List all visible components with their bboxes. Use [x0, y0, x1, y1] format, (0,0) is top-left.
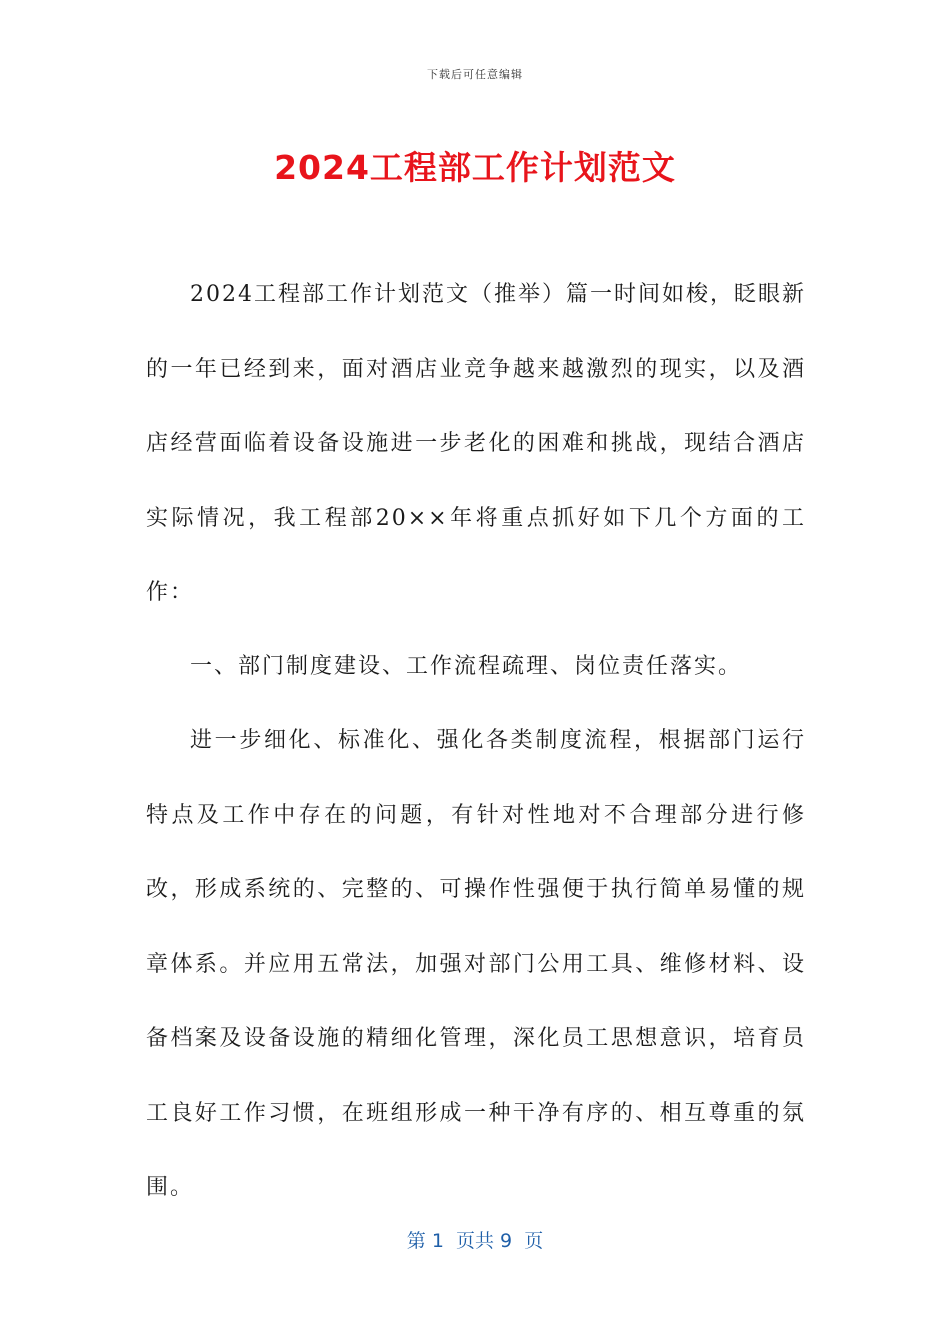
paragraph-intro [146, 258, 806, 631]
paragraph-text: 2024工程部工作计划范文（推举）篇一时间如梭，眨眼新的一年已经到来，面对酒店业竞争越来越激烈的现实，以及酒店经营面临着设备设施进一步老化的困难和挑战，现结合酒店实际情况，我工程部20××年将重点抓好如下几个方面的工作： [146, 282, 806, 605]
header-note: 下载后可任意编辑 [427, 68, 523, 81]
document-title: 2024工程部工作计划范文 [274, 148, 676, 187]
section-heading-text: 一、部门制度建设、工作流程疏理、岗位责任落实。 [190, 654, 743, 679]
paragraph-text: 进一步细化、标准化、强化各类制度流程，根据部门运行特点及工作中存在的问题，有针对性地对不合理部分进行修改，形成系统的、完整的、可操作性强便于执行简单易懂的规章体系。并应用五常法，加强对部门公用工具、维修材料、设备档案及设备设施的精细化管理，深化员工思想意识，培育员工良好工作习惯，在班组形成一种干净有序的、相互尊重的氛围。 [146, 728, 806, 1200]
page-number-footer: 第 1 页共 9 页 [406, 1230, 544, 1252]
paragraph-section-1 [146, 704, 806, 1226]
section-heading [146, 630, 806, 705]
